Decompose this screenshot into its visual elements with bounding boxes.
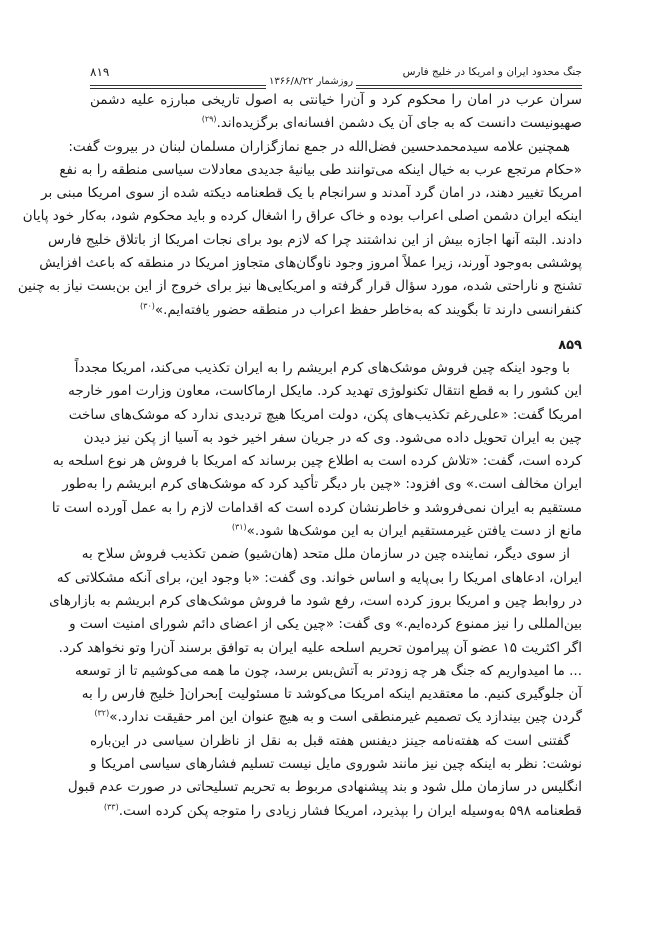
line-text: ایران مخالف است.» وی افزود: «چین بار دیگر تأکید کرد که موشک‌های کرم ابریشم را به‌طور (62, 476, 582, 493)
line-text: گردن چین بیندازد یک تصمیم غیرمنطقی است و به هیچ عنوان این امر حقیقت ندارد.» (109, 709, 582, 726)
line-text: مستقیم به ایران نمی‌فروشد و خاطرنشان کرده است که اقدامات لازم را به عمل آورده است تا (51, 499, 582, 516)
line-text: امریکا گفت: «علی‌رغم تکذیب‌های پکن، دولت امریکا هیچ تردیدی ندارد که موشک‌های ساخت (68, 406, 582, 423)
line-text: نوشت: نظر به اینکه چین نیز مانند شوروی مایل نیست تسلیم فشارهای سیاسی امریکا و (90, 756, 582, 773)
line-text: سران عرب در امان را محکوم کرد و آن‌را خیانتی به اصول تاریخی مبارزه علیه دشمن (90, 92, 582, 108)
page-number: ۸۱۹ (90, 65, 110, 79)
text-line (90, 800, 582, 823)
text-line (68, 404, 582, 427)
line-text: ... ما امیدواریم که جنگ هر چه زودتر به آتش‌بس برسد، چون ما همه می‌کوشیم تا از توسعه (75, 662, 582, 679)
text-line (75, 660, 582, 683)
entry-number-heading: ۸۵۹ (558, 337, 582, 353)
header-date-label: روزشمار (316, 76, 354, 87)
line-text: آن جلوگیری کنیم. ما معتقدیم اینکه امریکا می‌کوشد تا مسئولیت ]بحران[ خلیج فارس را به (81, 686, 582, 703)
line-text: از سوی دیگر، نماینده چین در سازمان ملل متحد (هان‌شیو) ضمن تکذیب فروش سلاح به (81, 546, 570, 563)
text-line (90, 706, 582, 729)
line-text: این کشور را به قطع انتقال تکنولوژی تهدید کرد. مایکل ارماکاست، معاون وزارت امور خارجه (68, 383, 582, 400)
text-line (58, 637, 582, 660)
text-line (48, 229, 582, 252)
line-text: قطعنامه ۵۹۸ به‌وسیله ایران را بپذیرد، امریکا فشار زیادی را متوجه پکن کرده است. (118, 802, 582, 819)
footnote-reference: (۳۰) (140, 301, 155, 311)
header-date (266, 76, 356, 87)
line-text: مانع از دست یافتن غیرمستقیم ایران به این موشک‌ها شود.» (246, 523, 582, 540)
text-line (56, 567, 582, 590)
line-text: پوششی به‌وجود آورند، زیرا عملاً امروز وجود ناوگان‌های متجاوز امریکا در منطقه که باعث افزایش (39, 255, 582, 272)
text-line (90, 753, 582, 776)
paragraph (17, 136, 582, 322)
header-date-value: ۱۳۶۶/۸/۲۲ (269, 76, 314, 87)
text-line (59, 159, 582, 182)
text-line (90, 730, 582, 753)
running-header-title: جنگ محدود ایران و امریکا در خلیج فارس (402, 66, 582, 78)
line-text: «حکام مرتجع عرب به خیال اینکه می‌توانند طی بیانیهٔ جدیدی معادلات سیاسی منطقه را به نفع (59, 161, 582, 178)
text-line (62, 473, 582, 496)
line-text: کرده است، گفت: «تلاش کرده است به اطلاع چین برساند که امریکا با فروش هر نوع اسلحه به (52, 453, 582, 470)
text-line (90, 89, 582, 112)
text-line (39, 252, 582, 275)
line-text: تشنج و ناراحتی شده، مورد سؤال قرار گرفته و امریکایی‌ها نیز برای خروج از این بن‌بست نیاز به چنین (17, 278, 582, 295)
text-line (68, 380, 582, 403)
text-line (41, 182, 582, 205)
line-text: با وجود اینکه چین فروش موشک‌های کرم ابریشم را به ایران تکذیب می‌کند، امریکا مجدداً (74, 359, 570, 376)
text-line (81, 683, 582, 706)
footnote-reference: (۳۱) (231, 522, 247, 532)
text-line (81, 543, 582, 566)
text-line (83, 427, 582, 450)
text-line (17, 275, 582, 298)
line-text: چین به ایران تحویل داده می‌شود. وی که در جریان سفر اخیر خود به آسیا از پکن نیز دیدن (83, 429, 582, 446)
text-line (67, 776, 582, 799)
line-text: ایران، ادعاهای امریکا را بی‌پایه و اساس خواند. وی گفت: «با وجود این، برای آنکه مشکلاتی که (56, 569, 582, 586)
line-text: گفتنی است که هفته‌نامه جینز دیفنس هفته قبل به نقل از ناظران سیاسی در این‌باره (90, 732, 570, 749)
text-line (51, 497, 582, 520)
paragraph (67, 730, 582, 823)
footnote-reference: (۳۲) (94, 708, 110, 718)
paragraph (51, 357, 582, 543)
line-text: کنفرانسی دارند تا بگویند که به‌خاطر حفظ اعراب در منطقه حضور یافته‌ایم.» (154, 301, 582, 318)
line-text: همچنین علامه سیدمحمدحسین فضل‌الله در جمع نمازگزاران مسلمان لبنان در بیروت گفت: (68, 138, 570, 155)
text-line (69, 613, 582, 636)
line-text: دادند. البته آنها اجازه بیش از این نداشتند چرا که لازم بود برای نجات امریکا از باتلاق خلیج فارس (48, 231, 582, 248)
line-text: اینکه ایران دشمن اصلی اعراب بوده و خاک عراق را اشغال کرده و باید محکوم شود، به‌کار خود پایان (22, 208, 582, 225)
line-text: انگلیس در سازمان ملل شود و بند پیشنهادی مربوط به تحریم تسلیحاتی در صورت عدم قبول (67, 779, 582, 796)
document-body (17, 89, 582, 823)
paragraph (49, 543, 582, 729)
text-line (22, 205, 582, 228)
line-text: اگر اکثریت ۱۵ عضو آن پیرامون تحریم اسلحه علیه ایران به توافق برسند آن‌را وتو نخواهد کرد. (58, 639, 582, 656)
text-line (90, 299, 582, 322)
line-text: در روابط چین و امریکا بروز کرده است، رفع شود ما فروش موشک‌های کرم ابریشم به بازارهای (49, 592, 582, 609)
line-text: امریکا تغییر دهند، در امان گرد آمدند و سرانجام با یک قطعنامه دیکته شده از سوی امریکا مبنی بر (41, 185, 582, 202)
text-line (68, 136, 582, 159)
footnote-reference: (۲۹) (201, 114, 217, 124)
line-text: بین‌المللی را نیز ممنوع کرده‌ایم.» وی گفت: «چین یکی از اعضای دائم شورای امنیت است و (69, 616, 582, 633)
text-line (74, 357, 582, 380)
text-line (52, 450, 582, 473)
paragraph (90, 89, 582, 136)
text-line (49, 590, 582, 613)
text-line (90, 520, 582, 543)
line-text: صهیونیست دانست که به جای آن یک دشمن افسانه‌ای برگزیده‌اند. (216, 115, 582, 132)
text-line (90, 112, 582, 135)
footnote-reference: (۳۳) (103, 802, 119, 812)
